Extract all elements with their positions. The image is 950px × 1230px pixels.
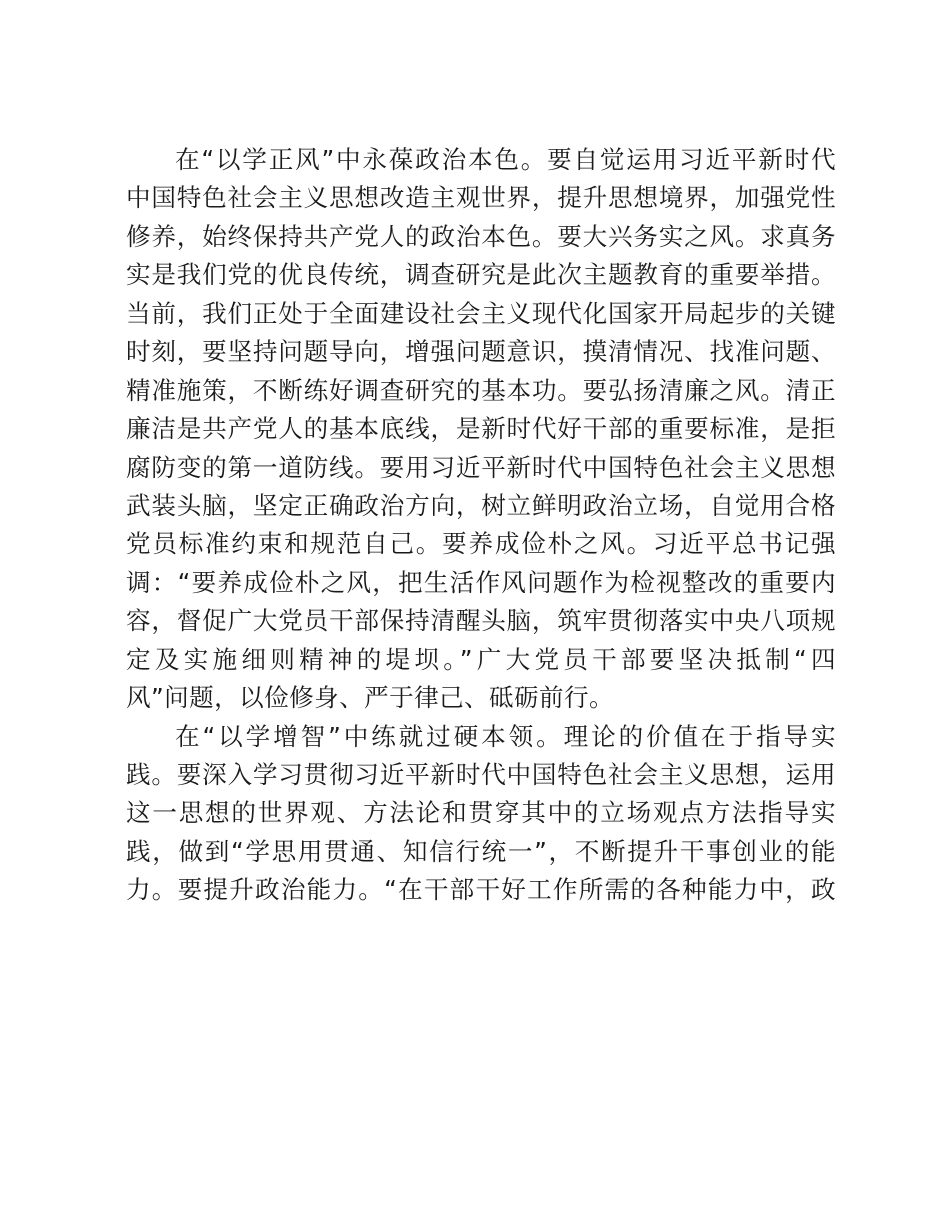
paragraph-2-line-1: 在“以学增智”中练就过硬本领。理论的价值在于指导实	[175, 721, 836, 751]
paragraph-1-line-5: 当前，我们正处于全面建设社会主义现代化国家开局起步的关键	[126, 298, 836, 328]
paragraph-2-line-2: 践。要深入学习贯彻习近平新时代中国特色社会主义思想，运用	[126, 760, 836, 789]
paragraph-1-line-8: 廉洁是共产党人的基本底线，是新时代好干部的重要标准，是拒	[126, 414, 836, 444]
paragraph-1-line-3: 修养，始终保持共产党人的政治本色。要大兴务实之风。求真务	[126, 221, 836, 251]
paragraph-2-line-4: 践，做到“学思用贯通、知信行统一”，不断提升干事创业的能	[126, 836, 836, 866]
paragraph-1-line-4: 实是我们党的优良传统，调查研究是此次主题教育的重要举措。	[126, 260, 836, 290]
paragraph-1-line-11: 党员标准约束和规范自己。要养成俭朴之风。习近平总书记强	[126, 529, 836, 559]
paragraph-1-line-1: 在“以学正风”中永葆政治本色。要自觉运用习近平新时代	[175, 145, 836, 174]
paragraph-1-line-13: 容，督促广大党员干部保持清醒头脑，筑牢贯彻落实中央八项规	[126, 606, 836, 636]
paragraph-1-line-14: 定及实施细则精神的堤坝。”广大党员干部要坚决抵制“四	[126, 644, 836, 674]
paragraph-1-line-2: 中国特色社会主义思想改造主观世界，提升思想境界，加强党性	[126, 183, 836, 213]
paragraph-1-line-7: 精准施策，不断练好调查研究的基本功。要弘扬清廉之风。清正	[126, 375, 836, 405]
paragraph-1-line-15: 风”问题，以俭修身、严于律己、砥砺前行。	[126, 683, 615, 713]
paragraph-2-line-5: 力。要提升政治能力。“在干部干好工作所需的各种能力中，政	[126, 875, 836, 905]
paragraph-1-line-12: 调：“要养成俭朴之风，把生活作风问题作为检视整改的重要内	[126, 567, 836, 597]
paragraph-2-line-3: 这一思想的世界观、方法论和贯穿其中的立场观点方法指导实	[126, 798, 836, 828]
paragraph-1-line-9: 腐防变的第一道防线。要用习近平新时代中国特色社会主义思想	[126, 452, 836, 482]
paragraph-1-line-6: 时刻，要坚持问题导向，增强问题意识，摸清情况、找准问题、	[126, 337, 836, 367]
paragraph-1-line-10: 武装头脑，坚定正确政治方向，树立鲜明政治立场，自觉用合格	[126, 490, 836, 520]
document-body	[126, 141, 836, 910]
